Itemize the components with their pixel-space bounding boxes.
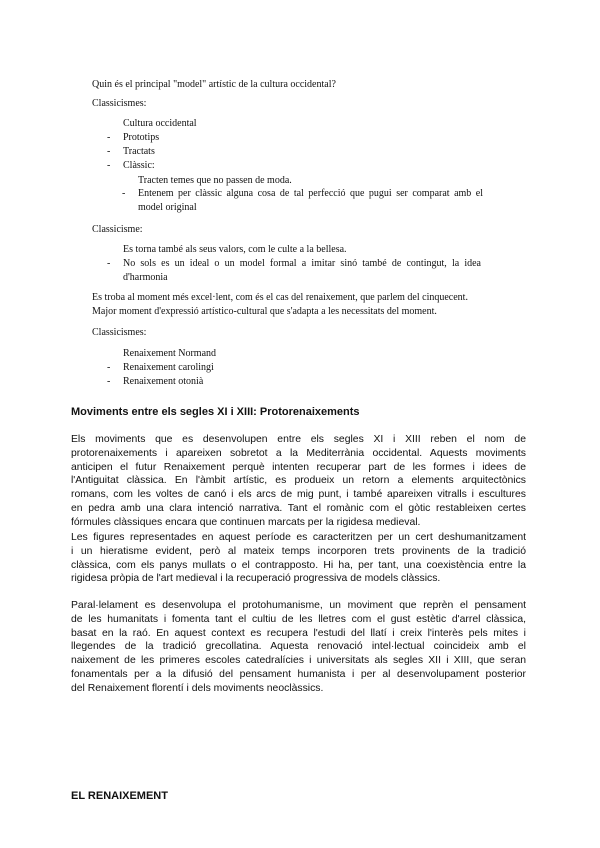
section1-list [123, 117, 197, 131]
paragraph-3 [71, 599, 526, 696]
section2-label: Classicisme: [92, 224, 143, 235]
paragraph-line: naixement de les primeres escoles catedralícies i universitats als segles XII i XIII, que seran [71, 655, 526, 667]
paragraph-line: de les humanitats i fomenta tant el cultiu de les lletres com el gust estètic d'arrel clàssica, [71, 613, 526, 625]
paragraph-line: Els moviments que es desenvolupen entre els segles XI i XIII reben el nom de [71, 434, 526, 445]
paragraph-line: rigidesa pròpia de l'art medieval i la recuperació progressiva de models clàssics. [71, 573, 441, 585]
paragraph-line: protorenaixements i apareixen sobretot a la Mediterrània occidental. Aquests moviments [71, 447, 526, 459]
bullet-dash: - [107, 376, 111, 387]
bullet-dash: - [122, 188, 126, 199]
list-item: Renaixement carolingi [123, 362, 214, 373]
paragraph-1 [71, 433, 526, 530]
bullet-dash: - [107, 258, 111, 269]
sub-list-item: Tracten temes que no passen de moda. [138, 175, 292, 186]
paragraph-line: fórmules clàssiques encara que continuen marcats per la rigidesa medieval. [71, 516, 421, 528]
paragraph-line: en pedra amb una clara intenció narrativa. Tant el romànic com el gòtic restableixen certes [71, 502, 526, 514]
paragraph-line: anticipen el futur Renaixement perquè intenten recuperar part de les formes i idees de [71, 461, 526, 473]
bullet-dash: - [107, 362, 111, 373]
bullet-dash: - [107, 160, 111, 171]
list-item: Cultura occidental [123, 118, 197, 129]
list-item: Prototips [123, 132, 160, 143]
paragraph-line: llegendes de la tradició grecollatina. Aquesta renovació intel·lectual coincideix amb el [71, 641, 526, 653]
paragraph-line: del Renaixement florentí i dels moviments neoclàssics. [71, 682, 324, 694]
list-item-line: No sols es un ideal o un model formal a imitar sinó també de contingut, la idea [123, 258, 481, 269]
paragraph-line: fonamentals per a la difusió del pensament humanista i per al desenvolupament posterior [71, 668, 526, 680]
bullet-dash: - [107, 146, 111, 157]
paragraph-line: romans, com les voltes de canó i els arcs de mig punt, i també apareixen vitralls i escultures [71, 489, 526, 501]
question-text: Quin és el principal "model" artístic de la cultura occidental? [92, 79, 336, 90]
note-line: Major moment d'expressió artístico-cultural que s'adapta a les necessitats del moment. [92, 305, 437, 317]
renaissance-heading: EL RENAIXEMENT [71, 790, 168, 802]
sub-list-item-line: model original [138, 201, 197, 213]
section3-label: Classicismes: [92, 327, 147, 338]
paragraph-line: clàssica, com els panys mullats o el contrapposto. Hi ha, per tant, una coexistència entre la [71, 559, 526, 571]
list-item [123, 257, 481, 284]
list-item: Renaixement Normand [123, 348, 217, 359]
paragraph-line: Paral·lelament es desenvolupa el protohumanisme, un moviment que reprèn el pensament [71, 600, 526, 611]
paragraph-line: basat en la raó. En aquest context es recupera l'estudi del llatí i creix l'interès pels mites i [71, 627, 526, 639]
bullet-dash: - [107, 132, 111, 143]
list-item: Renaixement otonià [123, 376, 204, 387]
paragraph-2 [71, 531, 526, 586]
section2-note [92, 291, 468, 318]
paragraph-line: l'Antiguitat clàssica. En l'àmbit artístic, es produeix un retorn a elements arquitectònics [71, 475, 526, 487]
section1-label: Classicismes: [92, 98, 147, 109]
list-item-line: d'harmonia [123, 271, 168, 283]
list-item: Tractats [123, 146, 155, 157]
sub-list-item-line: Entenem per clàssic alguna cosa de tal perfecció que pugui ser comparat amb el [138, 188, 483, 199]
note-line: Es troba al moment més excel·lent, com és el cas del renaixement, que parlem del cinquecent. [92, 292, 468, 303]
section-heading: Moviments entre els segles XI i XIII: Protorenaixements [71, 406, 360, 418]
list-item: Es torna també als seus valors, com le culte a la bellesa. [123, 244, 347, 255]
paragraph-line: Les figures representades en aquest període es caracteritzen per un cert deshumanitzament [71, 532, 526, 543]
sub-list-item [138, 187, 483, 214]
paragraph-line: i un hieratisme evident, però al mateix temps incorporen trets provinents de la tradició [71, 545, 526, 557]
list-item: Clàssic: [123, 160, 155, 171]
